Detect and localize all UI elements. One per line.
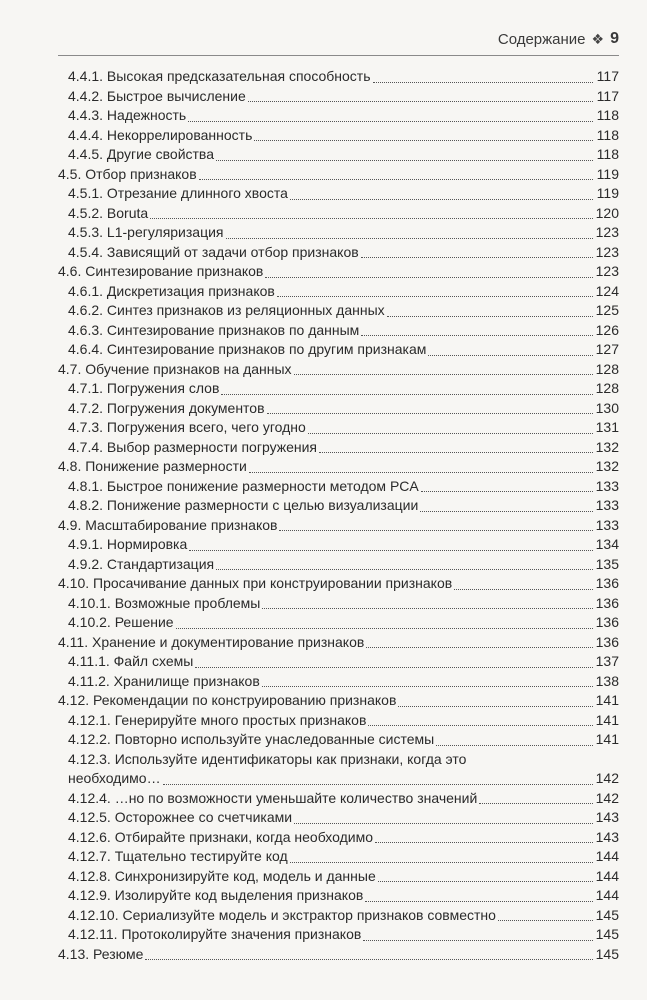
- header-section-title: Содержание: [497, 30, 586, 48]
- toc-entry: [58, 633, 619, 653]
- toc-entry-page: 118: [596, 146, 619, 162]
- toc-entry: [58, 496, 619, 516]
- toc-entry-page: 137: [595, 653, 619, 669]
- toc-entry-title: необходимо…: [68, 770, 161, 786]
- toc-entry-page: 123: [595, 224, 619, 240]
- toc-entry: [58, 67, 619, 87]
- toc-entry: [58, 555, 619, 575]
- toc-entry: [58, 750, 619, 770]
- toc-entry: [58, 535, 619, 555]
- toc-entry: [58, 321, 619, 341]
- toc-entry: [58, 828, 619, 848]
- toc-entry: [58, 808, 619, 828]
- toc-entry-title: 4.10.2. Решение: [68, 614, 174, 630]
- toc-entry-page: 144: [595, 867, 619, 884]
- toc-entry-page: 141: [595, 731, 619, 747]
- toc-entry: [58, 399, 619, 419]
- toc-entry: [58, 925, 619, 945]
- toc-entry-page: 144: [595, 887, 619, 903]
- toc-leader-dots: [365, 901, 593, 902]
- toc-entry-title: 4.12.11. Протоколируйте значения признаков: [68, 926, 362, 942]
- toc-leader-dots: [163, 784, 593, 785]
- toc-entry-title: 4.12.7. Тщательно тестируйте код: [68, 848, 288, 864]
- toc-entry-page: 145: [595, 906, 619, 923]
- toc-entry-title: 4.4.5. Другие свойства: [68, 146, 214, 162]
- toc-leader-dots: [277, 296, 593, 297]
- toc-entry: [58, 594, 619, 614]
- toc-entry-title: 4.9.1. Нормировка: [68, 536, 188, 552]
- toc-entry-page: 135: [595, 555, 619, 572]
- toc-leader-dots: [294, 823, 593, 824]
- toc-entry: [58, 867, 619, 887]
- toc-leader-dots: [373, 82, 593, 83]
- table-of-contents: [58, 67, 619, 964]
- toc-entry-title: 4.6. Синтезирование признаков: [58, 263, 264, 279]
- toc-leader-dots: [145, 959, 593, 960]
- toc-entry-title: 4.4.2. Быстрое вычисление: [68, 87, 246, 104]
- toc-entry-page: 136: [595, 594, 619, 611]
- toc-entry-page: 133: [595, 497, 619, 513]
- toc-entry: [58, 574, 619, 594]
- toc-entry-page: 127: [595, 341, 619, 357]
- toc-entry: [58, 204, 619, 224]
- toc-entry-page: 132: [595, 458, 619, 474]
- toc-entry-title: 4.9.2. Стандартизация: [68, 555, 215, 572]
- toc-entry-page: 136: [595, 614, 619, 630]
- toc-leader-dots: [216, 569, 593, 570]
- toc-entry-page: 119: [596, 165, 619, 182]
- toc-leader-dots: [248, 101, 593, 102]
- toc-entry-page: 133: [595, 516, 619, 533]
- toc-entry-title: 4.7.1. Погружения слов: [68, 380, 220, 396]
- toc-leader-dots: [498, 920, 593, 921]
- toc-entry-title: 4.5.1. Отрезание длинного хвоста: [68, 185, 288, 201]
- toc-leader-dots: [195, 667, 593, 668]
- toc-leader-dots: [226, 238, 593, 239]
- toc-entry: [58, 906, 619, 926]
- toc-entry-title: 4.8.2. Понижение размерности с целью визуализации: [68, 497, 419, 513]
- toc-entry: [58, 360, 619, 380]
- toc-leader-dots: [150, 218, 593, 219]
- toc-leader-dots: [249, 472, 593, 473]
- toc-entry-title: 4.12.5. Осторожнее со счетчиками: [68, 809, 293, 825]
- toc-entry-title: 4.7.3. Погружения всего, чего угодно: [68, 419, 306, 435]
- toc-entry-page: 141: [595, 711, 619, 728]
- toc-entry-title: 4.11.1. Файл схемы: [68, 653, 194, 669]
- toc-entry: [58, 847, 619, 867]
- toc-entry: [58, 516, 619, 536]
- toc-entry: [58, 87, 619, 107]
- toc-leader-dots: [420, 511, 593, 512]
- toc-entry-page: 128: [595, 360, 619, 377]
- running-header: [498, 30, 619, 48]
- toc-leader-dots: [189, 550, 593, 551]
- toc-leader-dots: [361, 335, 593, 336]
- toc-leader-dots: [265, 277, 593, 278]
- toc-entry-title: 4.5.3. L1-регуляризация: [68, 224, 224, 240]
- toc-entry-title: 4.4.4. Некоррелированность: [68, 126, 253, 143]
- toc-entry-page: 142: [595, 770, 619, 786]
- toc-entry-title: 4.10. Просачивание данных при конструировании признаков: [58, 575, 453, 591]
- toc-leader-dots: [436, 745, 593, 746]
- toc-entry: [58, 126, 619, 146]
- toc-entry-page: 123: [595, 243, 619, 260]
- page-number: 9: [610, 30, 619, 47]
- toc-entry: [58, 184, 619, 204]
- toc-entry-title: 4.7.2. Погружения документов: [68, 399, 265, 416]
- toc-leader-dots: [290, 199, 593, 200]
- toc-entry-title: 4.13. Резюме: [58, 945, 144, 962]
- toc-entry: [58, 691, 619, 711]
- toc-entry-title: 4.11. Хранение и документирование признаков: [58, 633, 365, 650]
- toc-entry-page: 136: [595, 633, 619, 650]
- toc-entry: [58, 145, 619, 165]
- toc-entry-page: 145: [595, 926, 619, 942]
- toc-leader-dots: [267, 413, 593, 414]
- toc-entry: [58, 223, 619, 243]
- toc-entry: [58, 457, 619, 477]
- toc-entry-page: 132: [595, 438, 619, 455]
- toc-entry-page: 131: [595, 419, 619, 435]
- toc-entry: [58, 418, 619, 438]
- toc-entry: [58, 106, 619, 126]
- toc-entry: [58, 438, 619, 458]
- toc-entry-page: 125: [595, 302, 619, 318]
- toc-leader-dots: [454, 589, 593, 590]
- toc-entry-title: 4.12.3. Используйте идентификаторы как признаки, когда это: [68, 750, 467, 767]
- toc-entry-title: 4.6.1. Дискретизация признаков: [68, 282, 275, 299]
- toc-leader-dots: [361, 257, 593, 258]
- toc-entry-title: 4.8.1. Быстрое понижение размерности методом PCA: [68, 477, 419, 494]
- toc-entry-page: 130: [595, 399, 619, 416]
- toc-leader-dots: [368, 725, 593, 726]
- toc-entry-title: 4.9. Масштабирование признаков: [58, 516, 278, 533]
- toc-entry-page: 138: [595, 672, 619, 689]
- toc-entry: [58, 165, 619, 185]
- toc-entry-page: 133: [595, 477, 619, 494]
- toc-entry-title: 4.7.4. Выбор размерности погружения: [68, 438, 318, 455]
- toc-leader-dots: [176, 628, 593, 629]
- toc-entry-page: 120: [595, 204, 619, 221]
- toc-entry-page: 142: [595, 789, 619, 806]
- toc-leader-dots: [428, 355, 593, 356]
- toc-entry-page: 124: [595, 282, 619, 299]
- toc-leader-dots: [290, 862, 593, 863]
- toc-entry-title: 4.12.6. Отбирайте признаки, когда необходимо: [68, 828, 373, 845]
- toc-entry-title: 4.5. Отбор признаков: [58, 165, 197, 182]
- toc-leader-dots: [262, 686, 593, 687]
- toc-entry-title: 4.6.4. Синтезирование признаков по другим признакам: [68, 341, 427, 357]
- toc-entry-title: 4.4.3. Надежность: [68, 107, 187, 123]
- toc-leader-dots: [366, 647, 593, 648]
- toc-entry-title: 4.8. Понижение размерности: [58, 458, 247, 474]
- toc-entry: [58, 262, 619, 282]
- toc-entry: [58, 243, 619, 263]
- toc-entry-title: 4.12.9. Изолируйте код выделения признаков: [68, 887, 364, 903]
- toc-entry: [58, 282, 619, 302]
- toc-entry-title: 4.12.4. …но по возможности уменьшайте количество значений: [68, 789, 478, 806]
- toc-leader-dots: [221, 394, 593, 395]
- toc-leader-dots: [421, 491, 593, 492]
- toc-entry-page: 143: [595, 828, 619, 845]
- toc-entry: [58, 301, 619, 321]
- toc-entry: [58, 613, 619, 633]
- toc-leader-dots: [279, 530, 593, 531]
- toc-entry: [58, 730, 619, 750]
- toc-entry-page: 128: [595, 380, 619, 396]
- toc-entry-title: 4.11.2. Хранилище признаков: [68, 672, 260, 689]
- toc-entry: [58, 652, 619, 672]
- toc-entry-title: 4.5.4. Зависящий от задачи отбор признаков: [68, 243, 359, 260]
- toc-entry-title: 4.7. Обучение признаков на данных: [58, 360, 292, 377]
- toc-entry-page: 143: [595, 809, 619, 825]
- toc-leader-dots: [254, 140, 593, 141]
- toc-leader-dots: [319, 452, 593, 453]
- toc-leader-dots: [398, 706, 593, 707]
- toc-entry-page: 144: [595, 848, 619, 864]
- toc-leader-dots: [216, 160, 593, 161]
- toc-entry: [58, 711, 619, 731]
- toc-entry-page: 123: [595, 263, 619, 279]
- toc-leader-dots: [294, 374, 593, 375]
- toc-leader-dots: [308, 433, 593, 434]
- toc-entry-page: 119: [596, 185, 619, 201]
- toc-entry-title: 4.6.2. Синтез признаков из реляционных данных: [68, 302, 385, 318]
- toc-leader-dots: [375, 842, 593, 843]
- toc-entry: [58, 886, 619, 906]
- toc-entry-title: 4.12.8. Синхронизируйте код, модель и данные: [68, 867, 376, 884]
- toc-entry: [58, 379, 619, 399]
- toc-entry: [58, 672, 619, 692]
- toc-leader-dots: [363, 940, 593, 941]
- toc-entry-page: 136: [595, 575, 619, 591]
- toc-leader-dots: [387, 316, 593, 317]
- toc-entry-page: 126: [595, 321, 619, 338]
- toc-entry: [58, 340, 619, 360]
- toc-entry-title: 4.12.2. Повторно используйте унаследованные системы: [68, 731, 435, 747]
- toc-entry-page: 117: [596, 87, 619, 104]
- toc-entry-page: 117: [596, 68, 619, 84]
- toc-entry-title: 4.12.1. Генерируйте много простых признаков: [68, 711, 367, 728]
- diamond-ornament-icon: ❖: [591, 30, 605, 47]
- toc-entry-page: 118: [596, 107, 619, 123]
- toc-entry-title: 4.6.3. Синтезирование признаков по данным: [68, 321, 360, 338]
- toc-entry-title: 4.4.1. Высокая предсказательная способность: [68, 68, 371, 84]
- toc-entry-title: 4.10.1. Возможные проблемы: [68, 594, 261, 611]
- toc-entry: [58, 769, 619, 789]
- header-rule: [58, 55, 619, 56]
- toc-entry-title: 4.12.10. Сериализуйте модель и экстрактор признаков совместно: [68, 906, 496, 923]
- toc-leader-dots: [199, 179, 593, 180]
- toc-leader-dots: [479, 803, 593, 804]
- toc-leader-dots: [378, 881, 593, 882]
- toc-entry-page: 134: [595, 536, 619, 552]
- toc-entry: [58, 477, 619, 497]
- toc-leader-dots: [262, 608, 593, 609]
- toc-entry: [58, 789, 619, 809]
- toc-entry-title: 4.5.2. Boruta: [68, 204, 149, 221]
- toc-entry-title: 4.12. Рекомендации по конструированию признаков: [58, 692, 397, 708]
- toc-entry-page: 141: [595, 692, 619, 708]
- toc-leader-dots: [188, 121, 593, 122]
- toc-entry: [58, 945, 619, 965]
- toc-entry-page: 145: [595, 945, 619, 962]
- toc-entry-page: 118: [596, 126, 619, 143]
